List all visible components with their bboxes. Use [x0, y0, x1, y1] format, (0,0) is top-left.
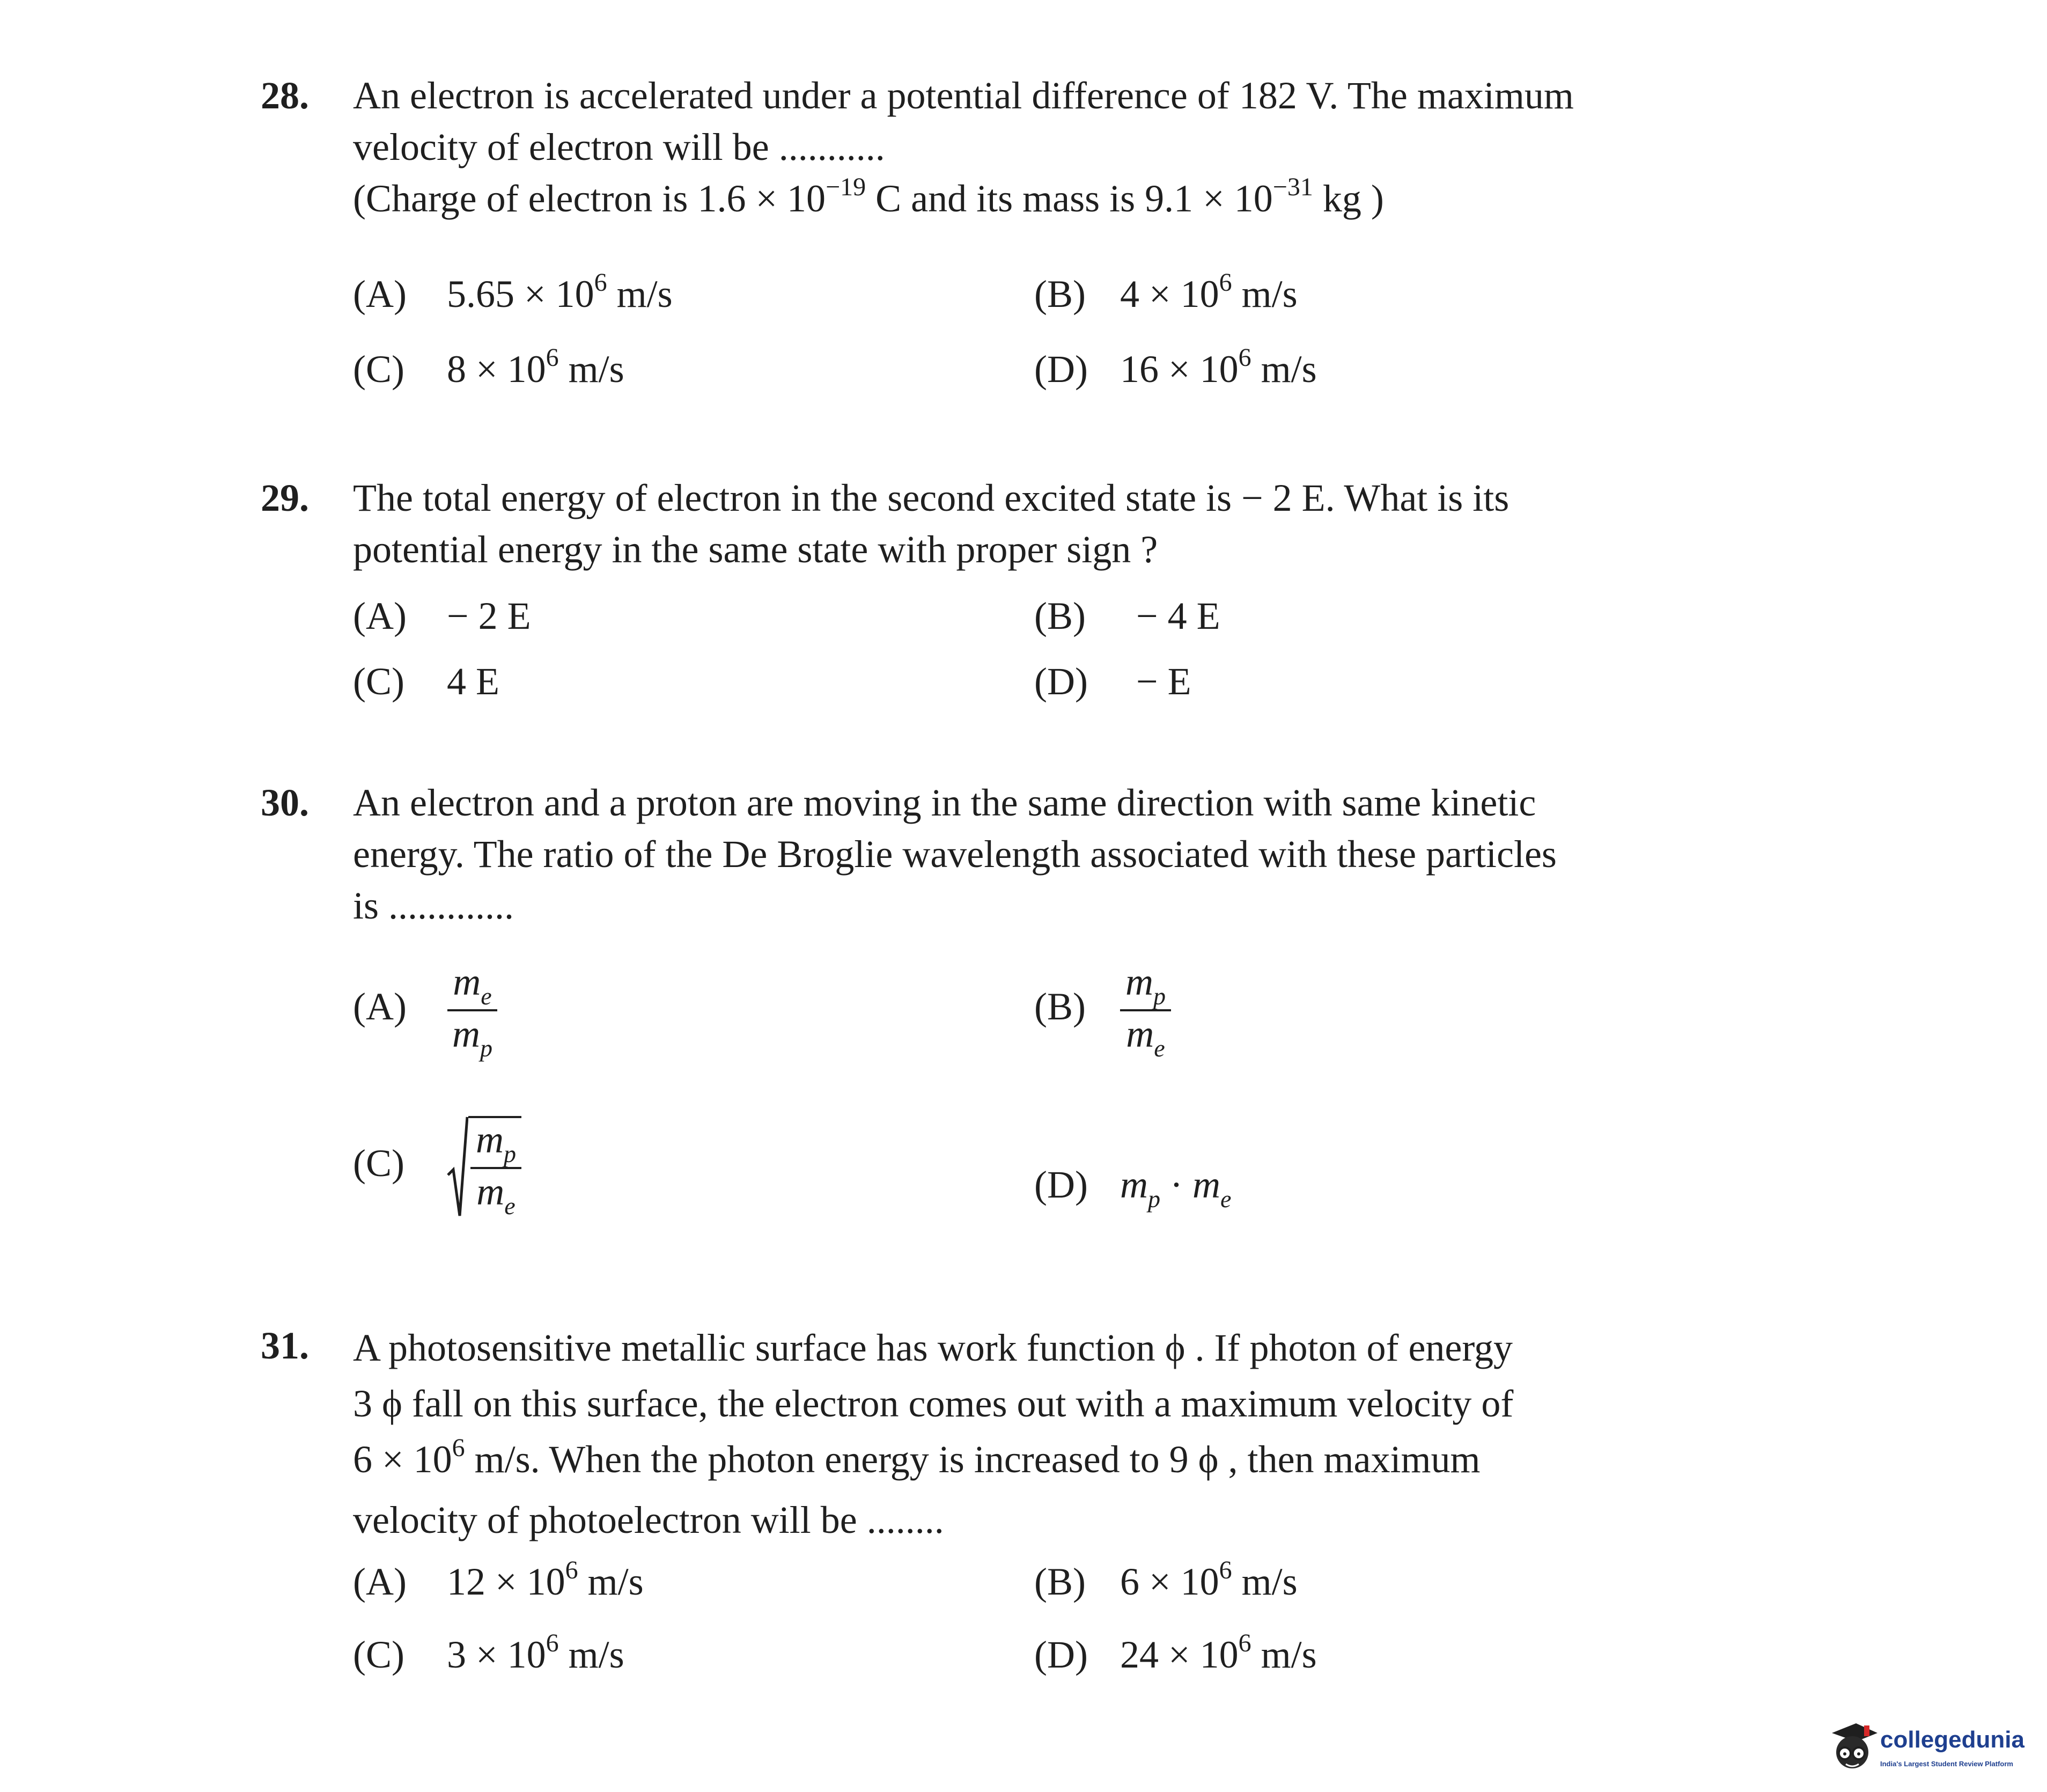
question-text: velocity of photoelectron will be ........ — [353, 1499, 944, 1541]
question-number: 28. — [261, 74, 309, 117]
option-b[interactable]: (B) $\frac{m_p}{m_e}$ — [1034, 960, 1171, 1060]
option-b[interactable]: (B) $4 \times 10^6$ m/s — [1034, 268, 1298, 315]
question-28 — [261, 70, 1709, 229]
option-b[interactable]: (B) − 4 E — [1034, 594, 1220, 637]
question-text: An electron and a proton are moving in the same direction with same kinetic — [353, 781, 1536, 824]
question-text: velocity of electron will be ........... — [353, 126, 885, 168]
graduate-mascot-icon — [1827, 1717, 1878, 1776]
option-d[interactable]: (D) $16 \times 10^6$ m/s — [1034, 343, 1317, 391]
option-c[interactable]: (C) $3 \times 10^6$ m/s — [353, 1629, 624, 1676]
option-d[interactable]: (D) $m_p \cdot m_e$ — [1034, 1163, 1232, 1213]
question-30 — [261, 777, 1709, 931]
question-number: 31. — [261, 1324, 309, 1367]
option-d[interactable]: (D) $24 \times 10^6$ m/s — [1034, 1629, 1317, 1676]
question-text: 3 ϕ fall on this surface, the electron comes out with a maximum velocity of — [353, 1382, 1514, 1425]
question-number: 29. — [261, 476, 309, 519]
question-31 — [261, 1320, 1709, 1548]
option-b[interactable]: (B) $6 \times 10^6$ m/s — [1034, 1556, 1298, 1603]
question-text: The total energy of electron in the second excited state is − 2 E. What is its — [353, 476, 1510, 519]
option-c[interactable]: (C) $8 \times 10^6$ m/s — [353, 343, 624, 391]
option-a[interactable]: (A) $5.65 \times 10^6$ m/s — [353, 268, 673, 315]
question-text: A photosensitive metallic surface has work function ϕ . If photon of energy — [353, 1326, 1513, 1369]
square-root: $\frac{m_p}{m_e}$ — [447, 1116, 521, 1218]
brand-tagline: India's Largest Student Review Platform — [1880, 1760, 2013, 1768]
option-d[interactable]: (D) − E — [1034, 660, 1191, 703]
option-a[interactable]: (A) $12 \times 10^6$ m/s — [353, 1556, 644, 1603]
option-a[interactable]: (A) − 2 E — [353, 594, 531, 637]
question-text: An electron is accelerated under a potential difference of 182 V. The maximum — [353, 74, 1574, 117]
given-constants: (Charge of electron is $1.6 \times 10^{-19}$ C and its mass is $9.1 \times 10^{-31}$ kg ) — [353, 173, 1384, 220]
radical-sign-icon — [447, 1116, 468, 1218]
option-a[interactable]: (A) $\frac{m_e}{m_p}$ — [353, 960, 498, 1060]
question-29 — [261, 472, 1709, 575]
fraction: $\frac{m_e}{m_p}$ — [447, 960, 498, 1060]
fraction: $\frac{m_p}{m_e}$ — [1120, 960, 1171, 1060]
question-number: 30. — [261, 781, 309, 824]
question-text: potential energy in the same state with proper sign ? — [353, 528, 1158, 571]
collegedunia-logo — [1827, 1717, 2036, 1781]
question-text: is ............. — [353, 884, 514, 927]
option-c[interactable]: (C) $\frac{m_p}{m_e}$ — [353, 1116, 521, 1218]
option-c[interactable]: (C) 4 E — [353, 660, 499, 703]
question-text: $6 \times 10^6$ m/s. When the photon energy is increased to 9 ϕ , then maximum — [353, 1434, 1481, 1481]
brand-name: collegedunia — [1880, 1727, 2024, 1753]
question-text: energy. The ratio of the De Broglie wavelength associated with these particles — [353, 833, 1557, 876]
